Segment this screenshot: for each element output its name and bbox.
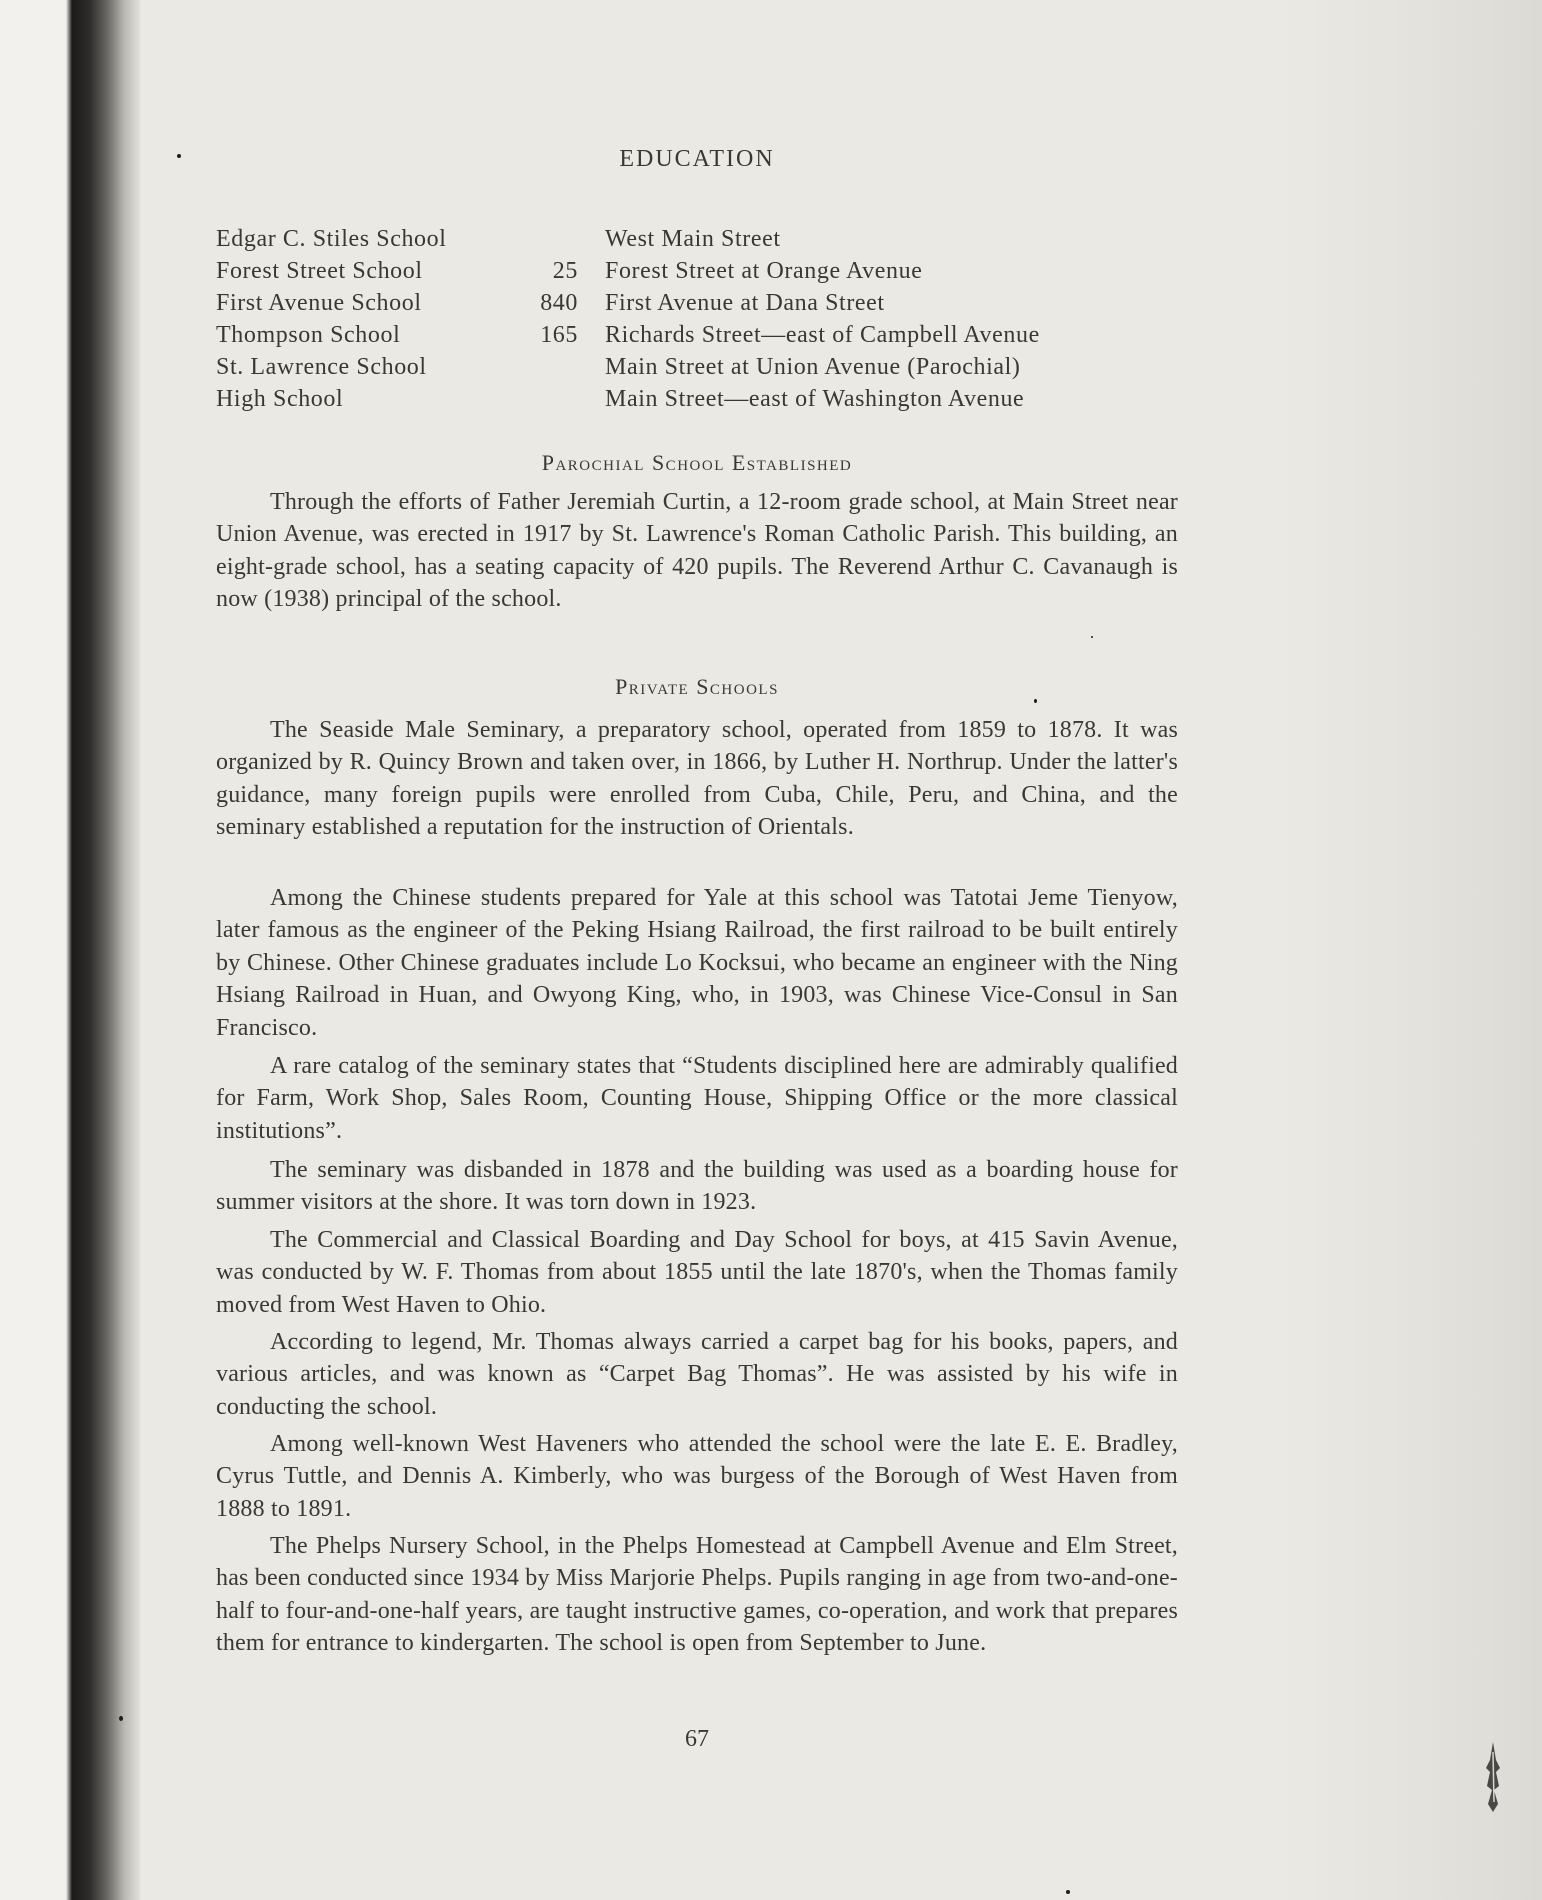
section-heading-parochial: Parochial School Established bbox=[541, 450, 853, 475]
paragraph: A rare catalog of the seminary states that “Students disciplined here are admirably qualified for Farm, Work Shop, Sales Room, Counting House, Shipping Office or the more classical institutions”. bbox=[216, 1053, 1178, 1144]
street-number: 840 bbox=[540, 290, 578, 316]
section-heading-private: Private Schools bbox=[615, 674, 779, 699]
paragraph: Among the Chinese students prepared for Yale at this school was Tatotai Jeme Tienyow, later famous as the engineer of the Peking Hsiang Railroad, the first railroad to be built entirely by Chinese. Other Chinese graduates include Lo Kocksui, who became an engineer with the Ning Hsiang Railroad in Huan, and Owyong King, who, in 1903, was Chinese Vice-Consul in San Francisco. bbox=[216, 885, 1178, 1041]
ink-speck bbox=[119, 1716, 123, 1721]
running-head: EDUCATION bbox=[619, 146, 775, 172]
directory-row bbox=[216, 226, 1178, 258]
paragraph: The Commercial and Classical Boarding and Day School for boys, at 415 Savin Avenue, was conducted by W. F. Thomas from about 1855 until the late 1870's, when the Thomas family moved from West Haven to Ohio. bbox=[216, 1227, 1178, 1318]
school-name: St. Lawrence School bbox=[216, 354, 427, 380]
ink-speck bbox=[177, 154, 181, 158]
paragraph: The Seaside Male Seminary, a preparatory school, operated from 1859 to 1878. It was organized by R. Quincy Brown and taken over, in 1866, by Luther H. Northrup. Under the latter's guidance, many foreign pupils were enrolled from Cuba, Chile, Peru, and China, and the seminary established a reputation for the instruction of Orientals. bbox=[216, 717, 1178, 841]
school-address: Forest Street at Orange Avenue bbox=[605, 258, 923, 284]
school-address: First Avenue at Dana Street bbox=[605, 290, 885, 316]
school-address: Richards Street—east of Campbell Avenue bbox=[605, 322, 1040, 348]
ornament-icon bbox=[1484, 1742, 1502, 1812]
school-address: Main Street at Union Avenue (Parochial) bbox=[605, 354, 1021, 380]
directory-row bbox=[216, 322, 1178, 354]
school-name: Edgar C. Stiles School bbox=[216, 226, 447, 252]
book-binding-shadow bbox=[0, 0, 140, 1900]
school-name: First Avenue School bbox=[216, 290, 422, 316]
directory-row bbox=[216, 258, 1178, 290]
paragraph: The Phelps Nursery School, in the Phelps Homestead at Campbell Avenue and Elm Street, has been conducted since 1934 by Miss Marjorie Phelps. Pupils ranging in age from two-and-one-half to four-and-one-half years, are taught instructive games, co-operation, and work that prepares them for entrance to kindergarten. The school is open from September to June. bbox=[216, 1533, 1178, 1657]
street-number: 25 bbox=[552, 258, 578, 284]
street-number: 165 bbox=[540, 322, 578, 348]
paragraph: The seminary was disbanded in 1878 and the building was used as a boarding house for summer visitors at the shore. It was torn down in 1923. bbox=[216, 1157, 1178, 1216]
directory-row bbox=[216, 354, 1178, 386]
page-edge-shadow bbox=[1282, 0, 1542, 1900]
book-page bbox=[216, 0, 1178, 1900]
school-name: High School bbox=[216, 386, 344, 412]
paragraph: According to legend, Mr. Thomas always carried a carpet bag for his books, papers, and various articles, and was known as “Carpet Bag Thomas”. He was assisted by his wife in conducting the school. bbox=[216, 1329, 1178, 1420]
school-address: West Main Street bbox=[605, 226, 781, 252]
paragraph: Among well-known West Haveners who attended the school were the late E. E. Bradley, Cyrus Tuttle, and Dennis A. Kimberly, who was burgess of the Borough of West Haven from 1888 to 1891. bbox=[216, 1431, 1178, 1522]
school-address: Main Street—east of Washington Avenue bbox=[605, 386, 1025, 412]
paragraph: Through the efforts of Father Jeremiah Curtin, a 12-room grade school, at Main Street near Union Avenue, was erected in 1917 by St. Lawrence's Roman Catholic Parish. This building, an eight-grade school, has a seating capacity of 420 pupils. The Reverend Arthur C. Cavanaugh is now (1938) principal of the school. bbox=[216, 489, 1178, 613]
directory-row bbox=[216, 386, 1178, 418]
school-name: Forest Street School bbox=[216, 258, 423, 284]
page-number: 67 bbox=[685, 1726, 709, 1752]
school-name: Thompson School bbox=[216, 322, 401, 348]
directory-row bbox=[216, 290, 1178, 322]
